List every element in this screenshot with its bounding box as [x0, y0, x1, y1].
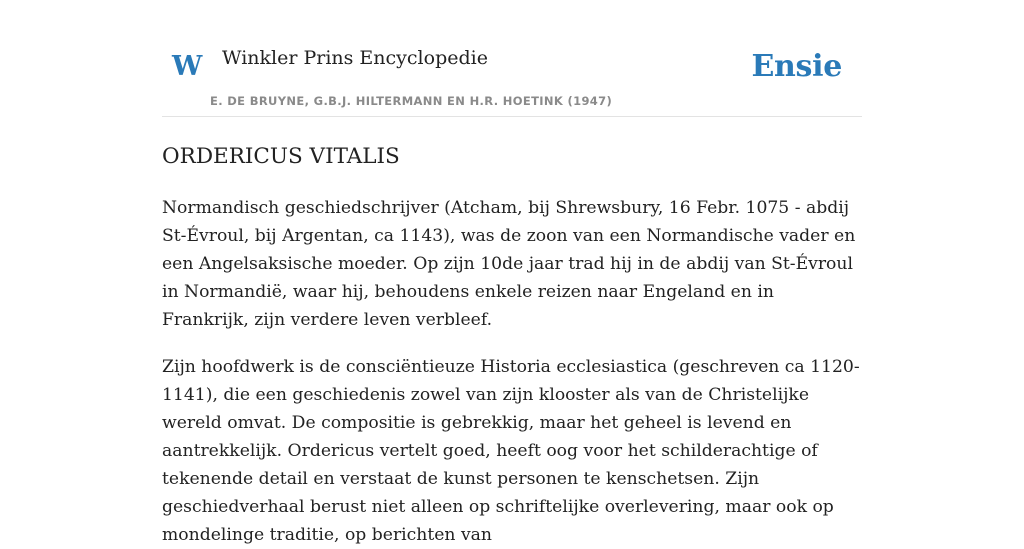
ensie-logo[interactable]: Ensie: [751, 49, 842, 84]
source-title[interactable]: Winkler Prins Encyclopedie: [222, 47, 488, 69]
content-container: [162, 0, 862, 549]
article-paragraph: Normandisch geschiedschrijver (Atcham, bij Shrewsbury, 16 Febr. 1075 - abdij St-Évroul, bij Argentan, ca 1143), was de zoon van een Normandische vader en een Angelsaksische moeder. Op zijn 10de jaar trad hij in de abdij van St-Évroul in Normandië, waar hij, behoudens enkele reizen naar Engeland en in Frankrijk, zijn verdere leven verbleef.: [162, 197, 856, 330]
winkler-prins-logo[interactable]: W: [172, 51, 203, 82]
source-authors: E. DE BRUYNE, G.B.J. HILTERMANN EN H.R. HOETINK (1947): [210, 94, 613, 108]
article-title: ORDERICUS VITALIS: [162, 144, 400, 169]
article-body: [162, 194, 862, 549]
article-paragraph: Zijn hoofdwerk is de consciëntieuze Historia ecclesiastica (geschreven ca 1120-1141), die een geschiedenis zowel van zijn klooster als van de Christelijke wereld omvat. De compositie is gebrekkig, maar het geheel is levend en aantrekkelijk. Ordericus vertelt goed, heeft oog voor het schilderachtige of tekenende detail en verstaat de kunst personen te kenschetsen. Zijn geschiedverhaal berust niet alleen op schriftelijke overlevering, maar ook op mondelinge traditie, op berichten van: [162, 356, 860, 545]
source-header: [162, 0, 862, 117]
